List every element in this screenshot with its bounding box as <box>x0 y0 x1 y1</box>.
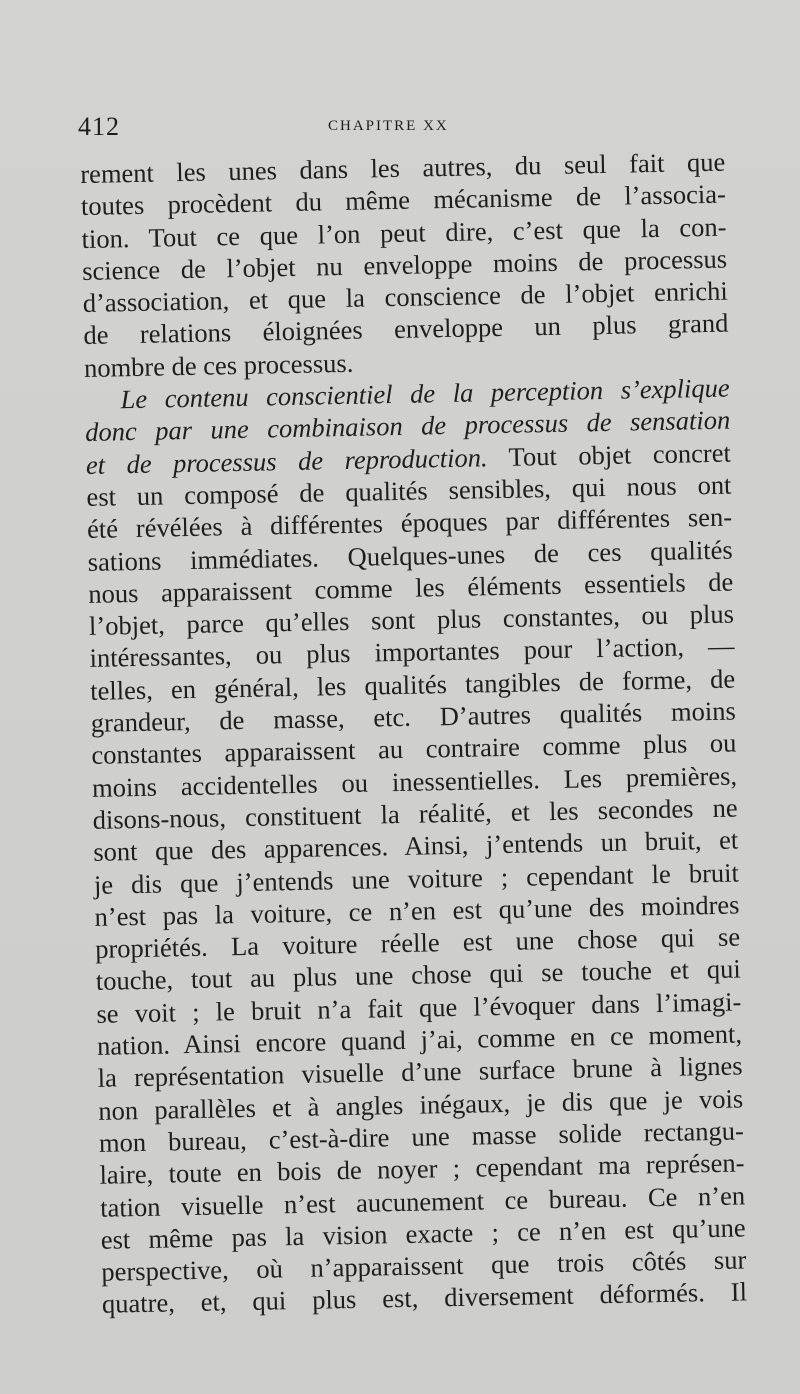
text-line: se voit ; le bruit n’a fait que l’évoquer dans l’imagi- <box>96 986 742 1029</box>
text-line: est même pas la vision exacte ; ce n’en est qu’une <box>100 1212 746 1255</box>
roman-span: Tout objet concret <box>487 437 732 472</box>
text-line: touche, tout au plus une chose qui se touche et qui <box>95 953 741 997</box>
running-head: CHAPITRE XX <box>328 118 449 134</box>
text-line: perspective, où n’apparaissent que trois côtés sur <box>101 1244 747 1287</box>
text-line: est un composé de qualités sensibles, qui nous ont <box>86 469 732 512</box>
italic-span: et de processus de reproduction. <box>85 441 488 480</box>
text-line: laire, toute en bois de noyer ; cependant ma représen- <box>99 1147 745 1191</box>
text-line: science de l’objet nu enveloppe moins de processus <box>81 243 728 286</box>
text-line: grandeur, de masse, etc. D’autres qualités moins <box>90 695 737 738</box>
text-line: telles, en général, les qualités tangibles de forme, de <box>89 663 736 706</box>
text-line: nation. Ainsi encore quand j’ai, comme en ce moment, <box>96 1018 743 1061</box>
text-line: l’objet, parce qu’elles sont plus constantes, ou plus <box>88 598 735 642</box>
text-line: tion. Tout ce que l’on peut dire, c’est que la con- <box>81 211 727 254</box>
text-line: moins accidentelles ou inessentielles. Les premières, <box>91 760 738 803</box>
text-line-italic: donc par une combinaison de processus de sensation <box>84 404 731 448</box>
text-line: sont que des apparences. Ainsi, j’entends un bruit, et <box>93 824 739 868</box>
page-header <box>78 112 748 142</box>
text-line: d’association, et que la conscience de l’objet enrichi <box>82 275 728 319</box>
text-line: nombre de ces processus. <box>83 347 354 383</box>
text-line: n’est pas la voiture, ce n’en est qu’une des moindres <box>94 889 740 932</box>
text-line-italic: Le contenu conscientiel de la perception s’explique <box>120 372 730 415</box>
text-line: nous apparaissent comme les éléments essentiels de <box>88 566 734 609</box>
text-line: constantes apparaissent au contraire comme plus ou <box>91 727 737 771</box>
body-text <box>80 146 747 1321</box>
text-line: sations immédiates. Quelques-unes de ces qualités <box>87 534 733 577</box>
text-line: été révélées à différentes époques par différentes sen- <box>86 501 733 545</box>
text-line: intéressantes, ou plus importantes pour l’action, — <box>89 630 735 674</box>
text-line: quatre, et, qui plus est, diversement déformés. Il <box>101 1276 748 1320</box>
text-line: je dis que j’entends une voiture ; cependant le bruit <box>93 857 740 900</box>
text-line: mon bureau, c’est-à-dire une masse solide rectangu- <box>98 1115 745 1158</box>
text-line: rement les unes dans les autres, du seul fait que <box>80 146 726 189</box>
text-line: la représentation visuelle d’une surface brune à lignes <box>97 1050 743 1094</box>
text-line: de relations éloignées enveloppe un plus grand <box>83 308 729 351</box>
text-line: toutes procèdent du même mécanisme de l’associa- <box>80 178 727 222</box>
page-number: 412 <box>78 112 120 141</box>
text-line: propriétés. La voiture réelle est une chose qui se <box>94 921 741 964</box>
text-line: disons-nous, constituent la réalité, et les secondes ne <box>92 792 738 835</box>
text-line: tation visuelle n’est aucunement ce bureau. Ce n’en <box>99 1179 746 1223</box>
text-line: non parallèles et à angles inégaux, je dis que je vois <box>97 1083 744 1126</box>
